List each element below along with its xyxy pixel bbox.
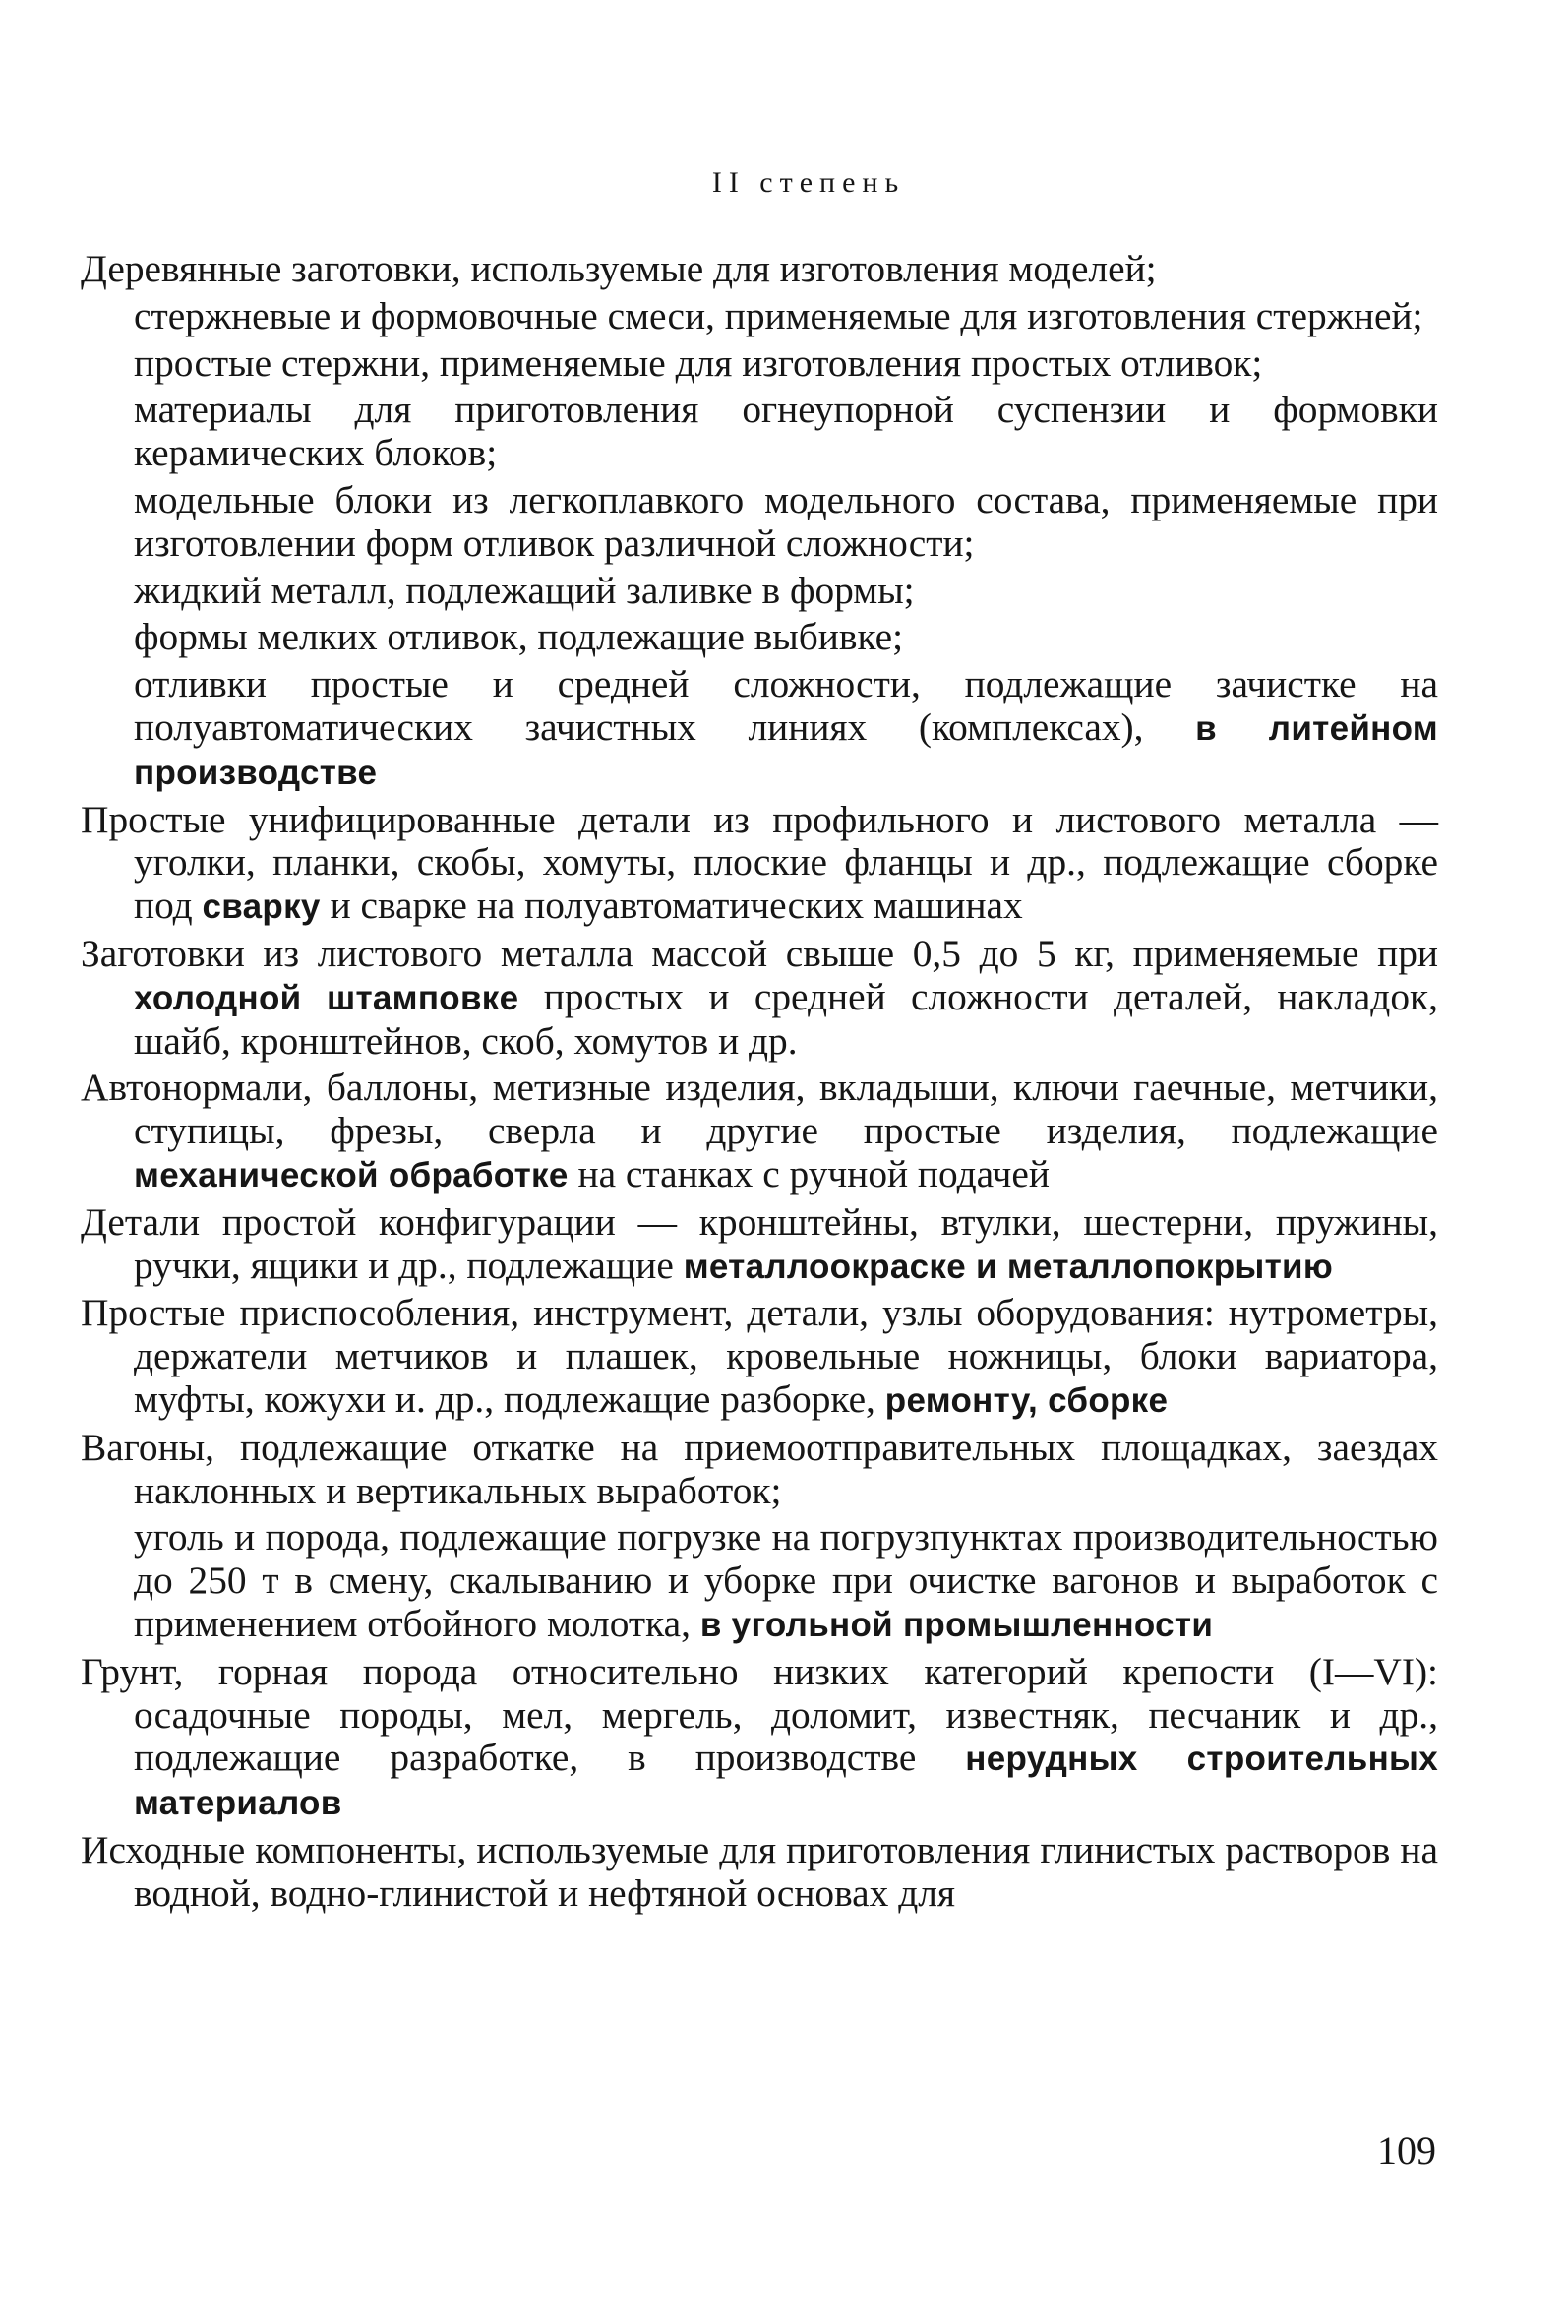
entry-unified-parts: [81, 797, 1438, 929]
operation-label: металлоокраске и металлопокрытию: [683, 1247, 1334, 1286]
entry-text: Детали простой конфигурации — кронштейны, втулки, шестерни, пружины, ручки, ящики и др., подлежащие: [81, 1199, 1438, 1287]
entry-text: Простые приспособления, инструмент, детали, узлы оборудования: нутрометры, держатели метчиков и плашек, кровельные ножницы, блоки вариатора, муфты, кожухи и. др., подлежащие разборке,: [81, 1291, 1438, 1421]
entry-sheet-blanks: [81, 931, 1438, 1063]
entry-text: на станках с ручной подачей: [577, 1151, 1050, 1195]
entry-text: Простые унифицированные детали из профильного и листового металла — уголки, планки, скобы, хомуты, плоские фланцы и др., подлежащие сборке под: [81, 797, 1438, 928]
entry-text: Грунт, горная порода относительно низких категорий крепости (I—VI): осадочные породы, мел, мергель, доломит, известняк, песчаник и др., подлежащие разработке, в производстве: [81, 1649, 1438, 1780]
operation-label: ремонту, сборке: [884, 1380, 1169, 1420]
entry-text: и сварке на полуавтоматических машинах: [330, 884, 1023, 928]
entry-source-components: Исходные компоненты, используемые для приготовления глинистых растворов на водной, водно-глинистой и нефтяной основах для: [81, 1827, 1438, 1915]
entry-sub-item: [134, 663, 1438, 794]
page-number: 109: [1377, 2128, 1436, 2172]
entry-sub-item: материалы для приготовления огнеупорной суспензии и формовки керамических блоков;: [134, 388, 1438, 475]
entry-simple-fixtures: [81, 1291, 1438, 1422]
entry-text: Автонормали, баллоны, метизные изделия, вкладыши, ключи гаечные, метчики, ступицы, фрезы, сверла и другие простые изделия, подлежащие: [81, 1066, 1438, 1153]
entry-text: отливки простые и средней сложности, подлежащие зачистке на полуавтоматических зачистных линиях (комплексах),: [134, 662, 1438, 749]
entry-sub-item: жидкий металл, подлежащий заливке в формы;: [134, 568, 915, 612]
industry-label: нерудных строительных материалов: [134, 1740, 1438, 1823]
entry-sub-item: модельные блоки из легкоплавкого модельного состава, применяемые при изготовлении форм отливок различной сложности;: [134, 477, 1438, 565]
entry-text: простых и средней сложности деталей, накладок, шайб, кронштейнов, скоб, хомутов и др.: [134, 974, 1438, 1063]
entry-sub-item: [134, 1516, 1438, 1646]
entries-list: [81, 247, 1439, 1919]
industry-label: в литейном производстве: [134, 708, 1439, 792]
section-heading: II степень: [711, 166, 906, 199]
entry-simple-parts: [81, 1199, 1438, 1289]
entry-text: уголь и порода, подлежащие погрузке на погрузпунктах производительностью до 250 т в смену, скалыванию и уборке при очистке вагонов и выработок с применением отбойного молотка,: [134, 1515, 1438, 1645]
industry-label: в угольной промышленности: [699, 1605, 1214, 1644]
operation-label: холодной штамповке: [134, 978, 519, 1017]
operation-label: сварку: [202, 887, 321, 927]
entry-wooden-blanks: Деревянные заготовки, используемые для изготовления моделей;: [81, 247, 1157, 290]
entry-sub-item: формы мелких отливок, подлежащие выбивке;: [134, 615, 904, 659]
entry-sub-item: простые стержни, применяемые для изготовления простых отливок;: [134, 340, 1263, 385]
entry-text: Заготовки из листового металла массой свыше 0,5 до 5 кг, применяемые при: [81, 931, 1438, 975]
entry-wagons: Вагоны, подлежащие откатке на приемоотправительных площадках, заездах наклонных и вертикальных выработок;: [81, 1425, 1438, 1512]
entry-soil-rock: [81, 1649, 1438, 1825]
entry-auto-normals: [81, 1066, 1438, 1196]
entry-sub-item: стержневые и формовочные смеси, применяемые для изготовления стержней;: [134, 293, 1423, 337]
operation-label: механической обработке: [134, 1155, 569, 1194]
